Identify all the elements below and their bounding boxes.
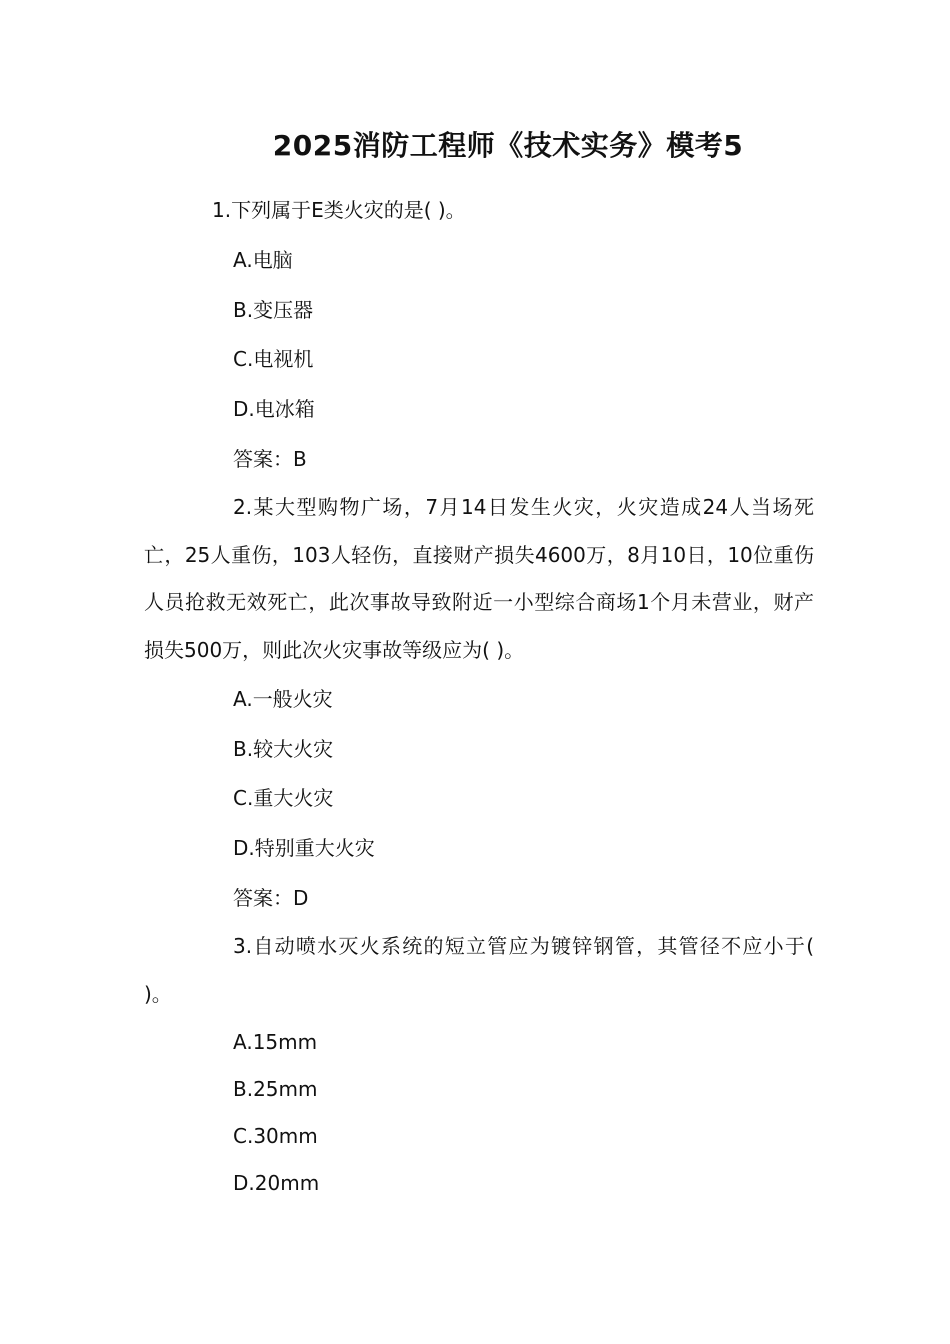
question-3-option-c: C.30mm <box>233 1124 318 1148</box>
question-1-option-c: C.电视机 <box>233 347 314 371</box>
question-2-option-a: A.一般火灾 <box>233 687 333 711</box>
question-3-option-d: D.20mm <box>233 1171 320 1195</box>
question-2-option-b: B.较大火灾 <box>233 737 334 761</box>
question-1-option-a: A.电脑 <box>233 248 293 272</box>
question-3-option-b: B.25mm <box>233 1077 318 1101</box>
question-2-stem: 2.某大型购物广场，7月14日发生火灾，火灾造成24人当场死亡，25人重伤，103人轻伤，直接财产损失4600万，8月10日，10位重伤人员抢救无效死亡，此次事故导致附近一小型综合商场1个月未营业，财产损失500万，则此次火灾事故等级应为( )。 <box>144 495 814 662</box>
document-title: 2025消防工程师《技术实务》模考5 <box>272 129 744 162</box>
question-2-answer: 答案：D <box>233 886 309 910</box>
question-3-stem: 3.自动喷水灭火系统的短立管应为镀锌钢管，其管径不应小于( )。 <box>144 934 814 1006</box>
question-1-option-d: D.电冰箱 <box>233 397 315 421</box>
question-3-option-a: A.15mm <box>233 1030 318 1054</box>
question-2-option-d: D.特别重大火灾 <box>233 836 375 860</box>
question-2-option-c: C.重大火灾 <box>233 786 334 810</box>
question-1-answer: 答案：B <box>233 447 307 471</box>
question-1-stem: 1.下列属于E类火灾的是( )。 <box>212 198 466 222</box>
question-1-option-b: B.变压器 <box>233 298 314 322</box>
